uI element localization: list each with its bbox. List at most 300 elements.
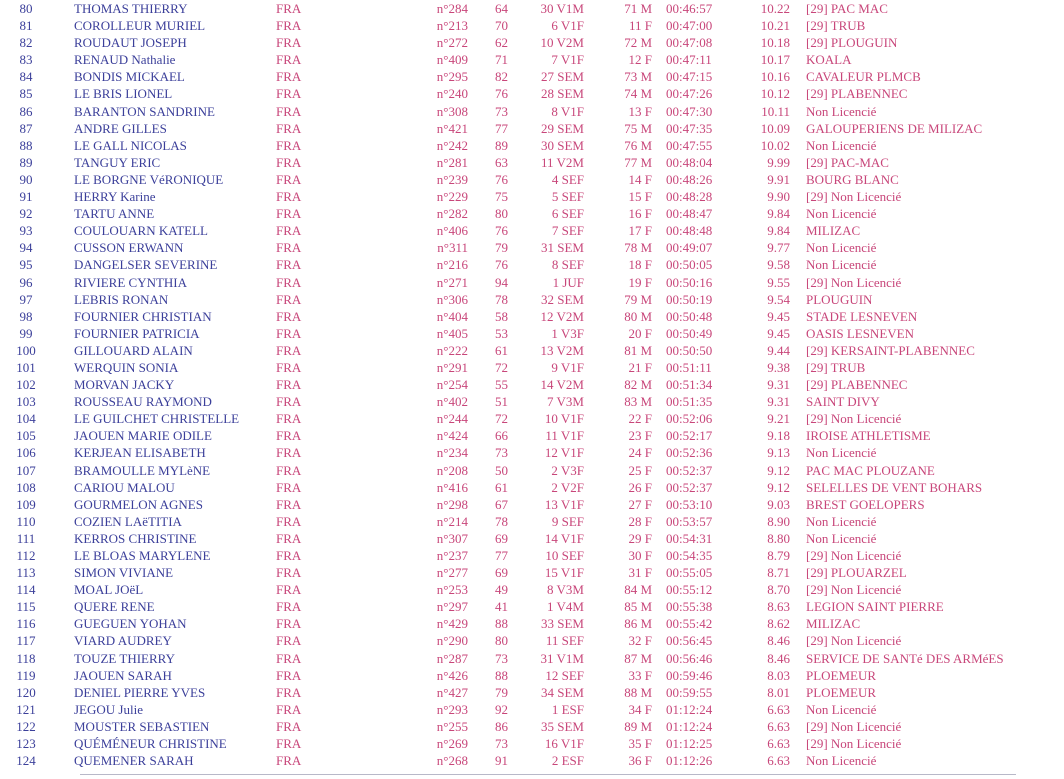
- time-cell: 00:50:19: [666, 291, 713, 307]
- table-row: [0, 410, 1064, 427]
- club-cell: [29] PLABENNEC: [806, 377, 908, 393]
- sex-rank-cell: 22 F: [628, 411, 652, 427]
- time-cell: 01:12:24: [666, 718, 713, 734]
- year-cell: 77: [495, 548, 508, 563]
- name-cell: FOURNIER CHRISTIAN: [74, 308, 212, 324]
- table-row: [0, 120, 1064, 137]
- name-cell: BONDIS MICKAEL: [74, 69, 185, 85]
- bib-cell: n°271: [436, 274, 468, 290]
- category-cell: 13 V2M: [540, 342, 584, 358]
- time-cell: 00:52:36: [666, 445, 713, 461]
- name-cell: GUEGUEN YOHAN: [74, 616, 187, 632]
- category-cell: 12 V2M: [540, 308, 584, 324]
- name-cell: KERJEAN ELISABETH: [74, 445, 206, 461]
- category-cell: 1 ESF: [551, 701, 584, 717]
- rank-cell: 122: [16, 718, 36, 734]
- bib-cell: n°253: [436, 582, 468, 598]
- speed-cell: 9.12: [767, 462, 790, 478]
- rank-cell: 114: [16, 582, 36, 598]
- table-row: [0, 598, 1064, 615]
- club-cell: KOALA: [806, 52, 852, 68]
- time-cell: 00:55:05: [666, 565, 713, 581]
- rank-cell: 110: [16, 513, 36, 529]
- year-cell: 76: [495, 257, 508, 273]
- sex-rank-cell: 35 F: [628, 736, 652, 752]
- country-cell: FRA: [276, 513, 302, 529]
- year-cell: 55: [495, 377, 508, 393]
- time-cell: 01:12:26: [666, 753, 713, 769]
- club-cell: [29] PLABENNEC: [806, 86, 908, 102]
- table-row: [0, 188, 1064, 205]
- table-row: [0, 667, 1064, 684]
- year-cell: 61: [495, 479, 508, 495]
- year-cell: 63: [495, 154, 508, 170]
- sex-rank-cell: 81 M: [624, 342, 652, 358]
- bib-cell: n°295: [436, 69, 468, 85]
- sex-rank-cell: 14 F: [628, 171, 652, 187]
- year-cell: 72: [495, 359, 508, 375]
- bib-cell: n°416: [436, 479, 468, 495]
- country-cell: FRA: [276, 120, 302, 136]
- club-cell: PLOEMEUR: [806, 684, 877, 700]
- club-cell: [29] TRUB: [806, 359, 866, 375]
- time-cell: 00:56:46: [666, 650, 713, 666]
- table-row: [0, 564, 1064, 581]
- year-cell: 86: [495, 718, 508, 734]
- category-cell: 32 SEM: [541, 291, 584, 307]
- category-cell: 2 ESF: [551, 753, 584, 769]
- rank-cell: 86: [19, 103, 33, 119]
- sex-rank-cell: 80 M: [624, 308, 652, 324]
- rank-cell: 118: [16, 650, 36, 666]
- name-cell: TOUZE THIERRY: [74, 650, 175, 666]
- country-cell: FRA: [276, 86, 302, 102]
- sex-rank-cell: 30 F: [628, 548, 652, 563]
- country-cell: FRA: [276, 582, 302, 598]
- country-cell: FRA: [276, 206, 302, 222]
- rank-cell: 100: [16, 342, 36, 358]
- table-row: [0, 205, 1064, 222]
- table-row: [0, 701, 1064, 718]
- name-cell: QUEMENER SARAH: [74, 753, 194, 769]
- rank-cell: 109: [16, 496, 36, 512]
- year-cell: 73: [495, 650, 508, 666]
- rank-cell: 107: [16, 462, 36, 478]
- bib-cell: n°213: [436, 18, 468, 34]
- rank-cell: 98: [19, 308, 33, 324]
- club-cell: Non Licencié: [806, 137, 877, 153]
- table-row: [0, 17, 1064, 34]
- year-cell: 82: [495, 69, 508, 85]
- rank-cell: 92: [19, 206, 33, 222]
- time-cell: 00:55:12: [666, 582, 713, 598]
- year-cell: 88: [495, 667, 508, 683]
- speed-cell: 9.91: [767, 171, 790, 187]
- speed-cell: 8.63: [767, 599, 790, 615]
- year-cell: 69: [495, 565, 508, 581]
- category-cell: 34 SEM: [541, 684, 584, 700]
- country-cell: FRA: [276, 650, 302, 666]
- category-cell: 7 V3M: [547, 394, 584, 410]
- bib-cell: n°287: [436, 650, 468, 666]
- category-cell: 7 V1F: [551, 52, 584, 68]
- country-cell: FRA: [276, 411, 302, 427]
- club-cell: IROISE ATHLETISME: [806, 428, 931, 444]
- name-cell: QUERE RENE: [74, 599, 155, 615]
- year-cell: 66: [495, 428, 508, 444]
- table-row: [0, 222, 1064, 239]
- sex-rank-cell: 71 M: [624, 1, 652, 16]
- year-cell: 75: [495, 189, 508, 205]
- bib-cell: n°306: [436, 291, 468, 307]
- name-cell: BRAMOULLE MYLèNE: [74, 462, 211, 478]
- club-cell: Non Licencié: [806, 257, 877, 273]
- year-cell: 76: [495, 171, 508, 187]
- country-cell: FRA: [276, 189, 302, 205]
- sex-rank-cell: 83 M: [624, 394, 652, 410]
- time-cell: 00:48:04: [666, 154, 713, 170]
- club-cell: Non Licencié: [806, 753, 877, 769]
- club-cell: PLOEMEUR: [806, 667, 877, 683]
- year-cell: 78: [495, 291, 508, 307]
- name-cell: QUÉMÉNEUR CHRISTINE: [74, 736, 227, 752]
- sex-rank-cell: 18 F: [628, 257, 652, 273]
- club-cell: Non Licencié: [806, 701, 877, 717]
- club-cell: OASIS LESNEVEN: [806, 325, 914, 341]
- club-cell: [29] Non Licencié: [806, 633, 902, 649]
- bib-cell: n°298: [436, 496, 468, 512]
- time-cell: 01:12:25: [666, 736, 713, 752]
- category-cell: 8 V1F: [551, 103, 584, 119]
- year-cell: 58: [495, 308, 508, 324]
- table-row: [0, 530, 1064, 547]
- club-cell: SERVICE DE SANTé DES ARMéES: [806, 650, 1004, 666]
- club-cell: MILIZAC: [806, 616, 861, 632]
- time-cell: 00:51:34: [666, 377, 713, 393]
- rank-cell: 108: [16, 479, 36, 495]
- year-cell: 72: [495, 411, 508, 427]
- rank-cell: 93: [19, 223, 33, 239]
- sex-rank-cell: 79 M: [624, 291, 652, 307]
- sex-rank-cell: 82 M: [624, 377, 652, 393]
- name-cell: LEBRIS RONAN: [74, 291, 169, 307]
- table-row: [0, 581, 1064, 598]
- bib-cell: n°290: [436, 633, 468, 649]
- rank-cell: 85: [19, 86, 33, 102]
- name-cell: BARANTON SANDRINE: [74, 103, 215, 119]
- club-cell: [29] PLOUARZEL: [806, 565, 907, 581]
- time-cell: 00:47:11: [666, 52, 712, 68]
- sex-rank-cell: 31 F: [628, 565, 652, 581]
- bib-cell: n°229: [436, 189, 468, 205]
- country-cell: FRA: [276, 753, 302, 769]
- bib-cell: n°424: [436, 428, 468, 444]
- speed-cell: 9.90: [767, 189, 790, 205]
- year-cell: 71: [495, 52, 508, 68]
- speed-cell: 9.38: [767, 359, 790, 375]
- rank-cell: 120: [16, 684, 36, 700]
- time-cell: 00:47:08: [666, 35, 713, 51]
- country-cell: FRA: [276, 274, 302, 290]
- year-cell: 94: [495, 274, 508, 290]
- name-cell: LE BRIS LIONEL: [74, 86, 173, 102]
- speed-cell: 10.02: [760, 137, 790, 153]
- country-cell: FRA: [276, 1, 302, 16]
- bib-cell: n°409: [436, 52, 468, 68]
- country-cell: FRA: [276, 103, 302, 119]
- category-cell: 31 SEM: [541, 240, 584, 256]
- category-cell: 27 SEM: [541, 69, 584, 85]
- club-cell: [29] Non Licencié: [806, 274, 902, 290]
- bib-cell: n°269: [436, 736, 468, 752]
- table-row: [0, 325, 1064, 342]
- speed-cell: 8.03: [767, 667, 790, 683]
- bib-cell: n°311: [437, 240, 468, 256]
- speed-cell: 10.11: [761, 103, 790, 119]
- time-cell: 00:47:35: [666, 120, 713, 136]
- time-cell: 00:53:57: [666, 513, 713, 529]
- year-cell: 76: [495, 86, 508, 102]
- speed-cell: 8.46: [767, 650, 790, 666]
- name-cell: SIMON VIVIANE: [74, 565, 174, 581]
- time-cell: 00:48:48: [666, 223, 713, 239]
- name-cell: KERROS CHRISTINE: [74, 530, 197, 546]
- table-row: [0, 68, 1064, 85]
- rank-cell: 96: [19, 274, 33, 290]
- name-cell: MOAL JOëL: [74, 582, 144, 598]
- rank-cell: 124: [16, 753, 36, 769]
- bib-cell: n°307: [436, 530, 468, 546]
- rank-cell: 102: [16, 377, 36, 393]
- sex-rank-cell: 73 M: [624, 69, 652, 85]
- name-cell: HERRY Karine: [74, 189, 156, 205]
- rank-cell: 115: [16, 599, 36, 615]
- rank-cell: 91: [19, 189, 33, 205]
- bib-cell: n°244: [436, 411, 468, 427]
- club-cell: [29] KERSAINT-PLABENNEC: [806, 342, 975, 358]
- sex-rank-cell: 21 F: [628, 359, 652, 375]
- rank-cell: 84: [19, 69, 33, 85]
- club-cell: Non Licencié: [806, 530, 877, 546]
- category-cell: 1 V3F: [551, 325, 584, 341]
- sex-rank-cell: 17 F: [628, 223, 652, 239]
- bib-cell: n°281: [436, 154, 468, 170]
- speed-cell: 9.45: [767, 308, 790, 324]
- name-cell: LE BLOAS MARYLENE: [74, 548, 211, 563]
- time-cell: 00:48:28: [666, 189, 713, 205]
- bib-cell: n°404: [436, 308, 468, 324]
- speed-cell: 10.16: [760, 69, 790, 85]
- rank-cell: 89: [19, 154, 33, 170]
- category-cell: 10 V1F: [544, 411, 584, 427]
- category-cell: 30 SEM: [541, 137, 584, 153]
- sex-rank-cell: 86 M: [624, 616, 652, 632]
- time-cell: 00:59:46: [666, 667, 713, 683]
- name-cell: JAOUEN SARAH: [74, 667, 172, 683]
- club-cell: SELELLES DE VENT BOHARS: [806, 479, 983, 495]
- sex-rank-cell: 28 F: [628, 513, 652, 529]
- club-cell: BOURG BLANC: [806, 171, 899, 187]
- time-cell: 00:53:10: [666, 496, 713, 512]
- category-cell: 10 V2M: [540, 35, 584, 51]
- rank-cell: 90: [19, 171, 33, 187]
- country-cell: FRA: [276, 548, 302, 563]
- table-row: [0, 735, 1064, 752]
- table-row: [0, 342, 1064, 359]
- sex-rank-cell: 87 M: [624, 650, 652, 666]
- year-cell: 41: [495, 599, 508, 615]
- bib-cell: n°293: [436, 701, 468, 717]
- time-cell: 00:52:17: [666, 428, 713, 444]
- speed-cell: 9.54: [767, 291, 790, 307]
- sex-rank-cell: 26 F: [628, 479, 652, 495]
- sex-rank-cell: 36 F: [628, 753, 652, 769]
- category-cell: 14 V2M: [540, 377, 584, 393]
- year-cell: 76: [495, 223, 508, 239]
- country-cell: FRA: [276, 684, 302, 700]
- speed-cell: 8.90: [767, 513, 790, 529]
- name-cell: LE GALL NICOLAS: [74, 137, 187, 153]
- club-cell: Non Licencié: [806, 206, 877, 222]
- rank-cell: 103: [16, 394, 36, 410]
- sex-rank-cell: 27 F: [628, 496, 652, 512]
- name-cell: DANGELSER SEVERINE: [74, 257, 218, 273]
- country-cell: FRA: [276, 377, 302, 393]
- country-cell: FRA: [276, 445, 302, 461]
- bib-cell: n°254: [436, 377, 468, 393]
- bib-cell: n°216: [436, 257, 468, 273]
- year-cell: 91: [495, 753, 508, 769]
- sex-rank-cell: 75 M: [624, 120, 652, 136]
- rank-cell: 121: [16, 701, 36, 717]
- sex-rank-cell: 32 F: [628, 633, 652, 649]
- country-cell: FRA: [276, 462, 302, 478]
- sex-rank-cell: 72 M: [624, 35, 652, 51]
- sex-rank-cell: 85 M: [624, 599, 652, 615]
- category-cell: 31 V1M: [540, 650, 584, 666]
- rank-cell: 82: [19, 35, 33, 51]
- category-cell: 12 SEF: [545, 667, 584, 683]
- country-cell: FRA: [276, 325, 302, 341]
- time-cell: 00:55:38: [666, 599, 713, 615]
- category-cell: 12 V1F: [544, 445, 584, 461]
- rank-cell: 117: [16, 633, 36, 649]
- speed-cell: 9.77: [767, 240, 790, 256]
- club-cell: [29] Non Licencié: [806, 718, 902, 734]
- country-cell: FRA: [276, 599, 302, 615]
- year-cell: 64: [495, 1, 508, 16]
- time-cell: 00:52:37: [666, 479, 713, 495]
- name-cell: LE BORGNE VéRONIQUE: [74, 171, 224, 187]
- speed-cell: 10.18: [760, 35, 790, 51]
- category-cell: 1 V4M: [547, 599, 584, 615]
- time-cell: 00:50:50: [666, 342, 713, 358]
- table-row: [0, 393, 1064, 410]
- speed-cell: 10.09: [760, 120, 790, 136]
- country-cell: FRA: [276, 718, 302, 734]
- category-cell: 9 V1F: [551, 359, 584, 375]
- time-cell: 00:51:11: [666, 359, 712, 375]
- table-row: [0, 479, 1064, 496]
- country-cell: FRA: [276, 394, 302, 410]
- bib-cell: n°268: [436, 753, 468, 769]
- year-cell: 80: [495, 206, 508, 222]
- sex-rank-cell: 76 M: [624, 137, 652, 153]
- category-cell: 7 SEF: [551, 223, 584, 239]
- rank-cell: 105: [16, 428, 36, 444]
- table-row: [0, 615, 1064, 632]
- category-cell: 14 V1F: [544, 530, 584, 546]
- country-cell: FRA: [276, 308, 302, 324]
- year-cell: 73: [495, 736, 508, 752]
- name-cell: COULOUARN KATELL: [74, 223, 208, 239]
- time-cell: 00:47:00: [666, 18, 713, 34]
- time-cell: 00:51:35: [666, 394, 713, 410]
- speed-cell: 10.17: [760, 52, 790, 68]
- bib-cell: n°284: [436, 1, 468, 16]
- country-cell: FRA: [276, 479, 302, 495]
- speed-cell: 9.84: [767, 223, 790, 239]
- name-cell: COZIEN LAëTITIA: [74, 513, 182, 529]
- rank-cell: 123: [16, 736, 36, 752]
- rank-cell: 88: [19, 137, 33, 153]
- sex-rank-cell: 19 F: [628, 274, 652, 290]
- time-cell: 00:47:55: [666, 137, 713, 153]
- club-cell: MILIZAC: [806, 223, 861, 239]
- table-row: [0, 34, 1064, 51]
- rank-cell: 106: [16, 445, 36, 461]
- category-cell: 1 JUF: [552, 274, 584, 290]
- speed-cell: 8.80: [767, 530, 790, 546]
- club-cell: [29] Non Licencié: [806, 548, 902, 563]
- club-cell: CAVALEUR PLMCB: [806, 69, 921, 85]
- category-cell: 29 SEM: [541, 120, 584, 136]
- table-row: [0, 752, 1064, 769]
- table-row: [0, 547, 1064, 564]
- speed-cell: 9.84: [767, 206, 790, 222]
- sex-rank-cell: 33 F: [628, 667, 652, 683]
- name-cell: THOMAS THIERRY: [74, 1, 188, 16]
- club-cell: PLOUGUIN: [806, 291, 873, 307]
- name-cell: JEGOU Julie: [74, 701, 143, 717]
- club-cell: GALOUPERIENS DE MILIZAC: [806, 120, 983, 136]
- year-cell: 50: [495, 462, 508, 478]
- time-cell: 00:50:48: [666, 308, 713, 324]
- year-cell: 77: [495, 120, 508, 136]
- bib-cell: n°405: [436, 325, 468, 341]
- speed-cell: 9.44: [767, 342, 790, 358]
- club-cell: Non Licencié: [806, 513, 877, 529]
- bib-cell: n°208: [436, 462, 468, 478]
- country-cell: FRA: [276, 342, 302, 358]
- bib-cell: n°234: [436, 445, 468, 461]
- name-cell: CARIOU MALOU: [74, 479, 175, 495]
- bib-cell: n°402: [436, 394, 468, 410]
- time-cell: 00:54:31: [666, 530, 713, 546]
- country-cell: FRA: [276, 530, 302, 546]
- year-cell: 70: [495, 18, 508, 34]
- category-cell: 15 V1F: [544, 565, 584, 581]
- category-cell: 8 V3M: [547, 582, 584, 598]
- speed-cell: 10.21: [760, 18, 790, 34]
- rank-cell: 95: [19, 257, 33, 273]
- table-row: [0, 684, 1064, 701]
- speed-cell: 9.99: [767, 154, 790, 170]
- rank-cell: 83: [19, 52, 33, 68]
- year-cell: 80: [495, 633, 508, 649]
- club-cell: Non Licencié: [806, 240, 877, 256]
- club-cell: PAC MAC PLOUZANE: [806, 462, 935, 478]
